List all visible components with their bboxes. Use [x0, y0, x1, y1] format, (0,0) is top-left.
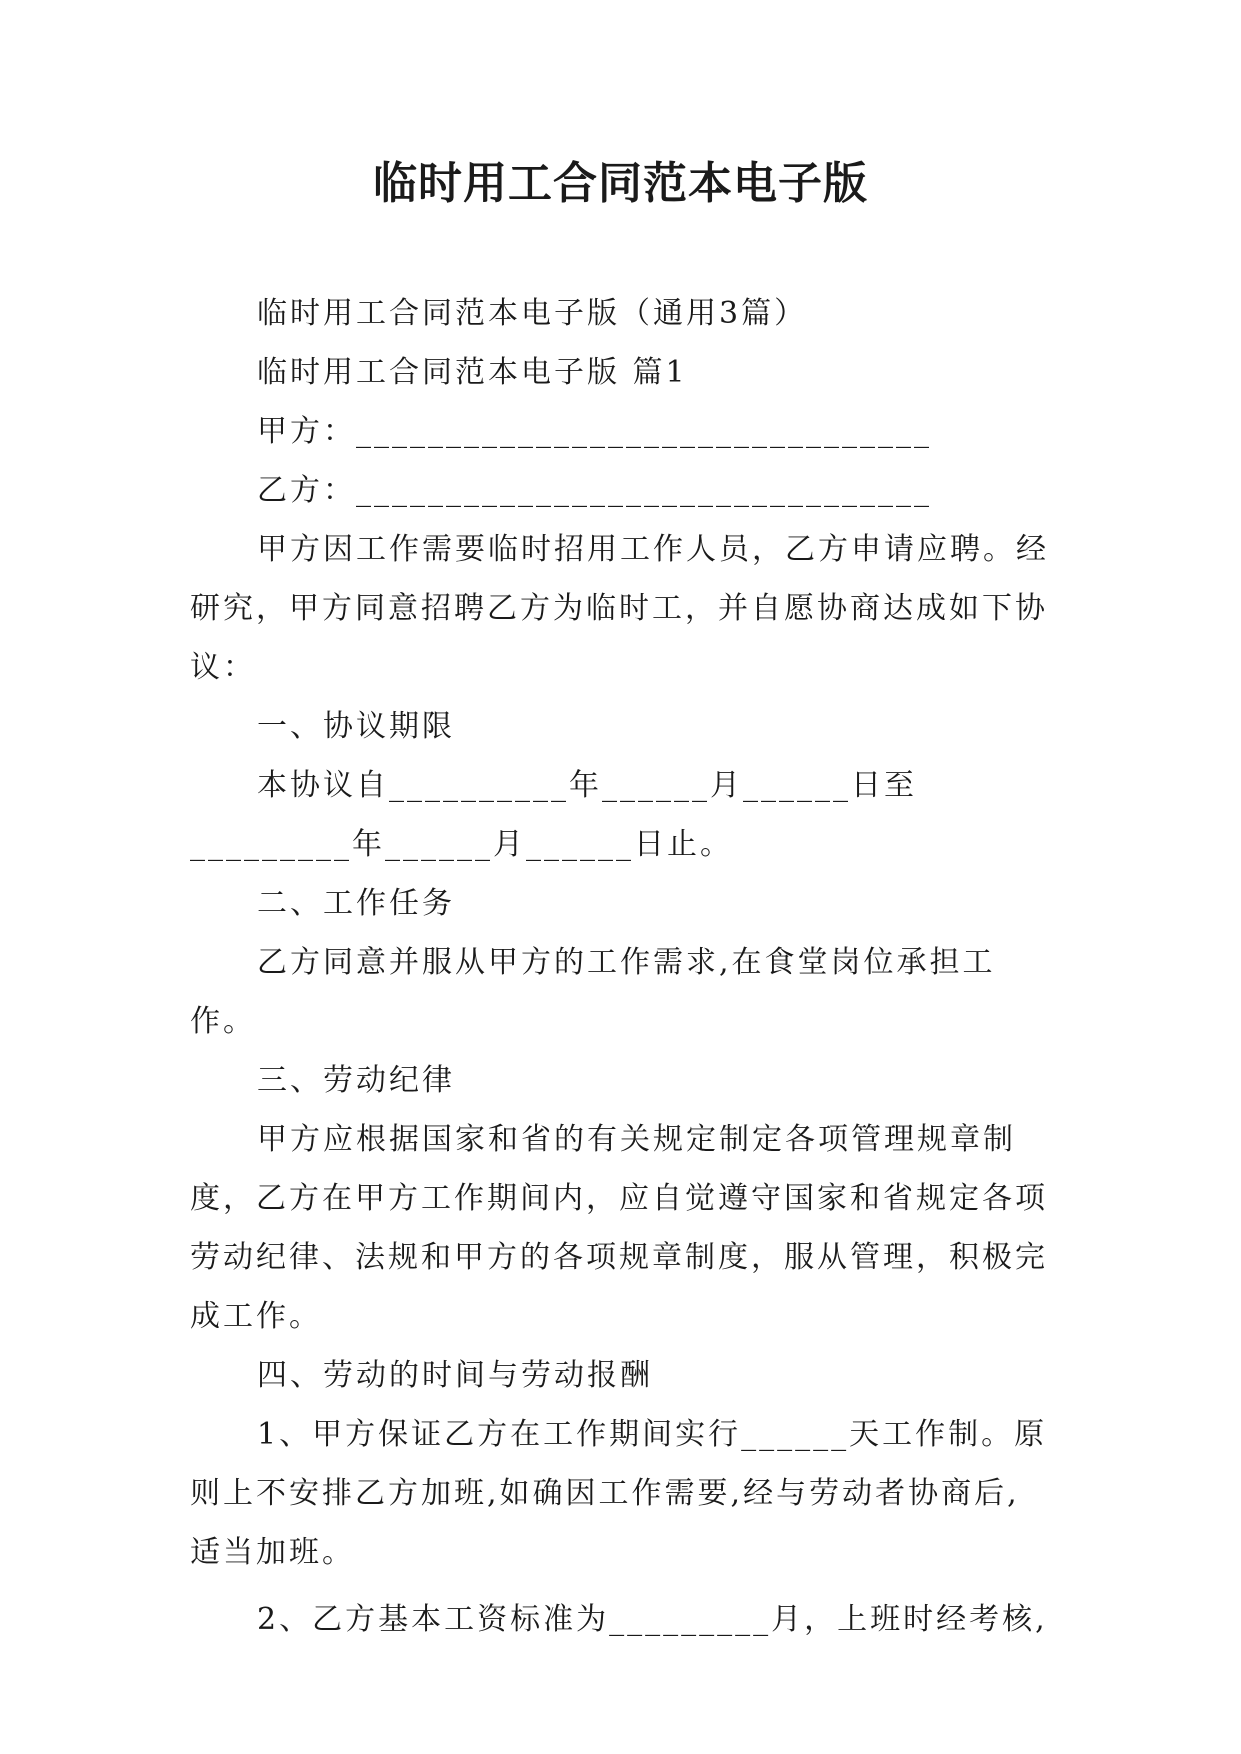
clause-discipline-text: 甲方应根据国家和省的有关规定制定各项管理规章制度，乙方在甲方工作期间内，应自觉遵守国家和省规定各项劳动纪律、法规和甲方的各项规章制度，服从管理，积极完成工作。	[190, 1122, 1048, 1334]
clause-heading-term: 一、协议期限	[257, 709, 455, 744]
document-body	[190, 284, 1050, 1649]
clause-hours-text: 1、甲方保证乙方在工作期间实行______天工作制。原则上不安排乙方加班,如确因工作需要,经与劳动者协商后,适当加班。	[190, 1417, 1048, 1570]
clause-heading-tasks: 二、工作任务	[257, 886, 455, 921]
document-subtitle: 临时用工合同范本电子版（通用3篇）	[257, 296, 808, 331]
document-title: 临时用工合同范本电子版	[373, 158, 868, 209]
clause-pay-text: 2、乙方基本工资标准为_________月，上班时经考核,	[257, 1602, 1048, 1637]
party-a-line: 甲方：________________________________	[257, 414, 932, 449]
party-b-line: 乙方：________________________________	[257, 473, 932, 508]
intro-paragraph: 甲方因工作需要临时招用工作人员，乙方申请应聘。经研究，甲方同意招聘乙方为临时工，并自愿协商达成如下协议：	[190, 532, 1049, 685]
clause-heading-discipline: 三、劳动纪律	[257, 1063, 455, 1098]
section-heading-part-1: 临时用工合同范本电子版 篇1	[257, 355, 688, 390]
clause-tasks-text: 乙方同意并服从甲方的工作需求,在食堂岗位承担工作。	[190, 945, 996, 1039]
clause-heading-hours-pay: 四、劳动的时间与劳动报酬	[257, 1358, 653, 1393]
clause-term-text: 本协议自__________年______月______日至_________年______月______日止。	[190, 768, 917, 862]
